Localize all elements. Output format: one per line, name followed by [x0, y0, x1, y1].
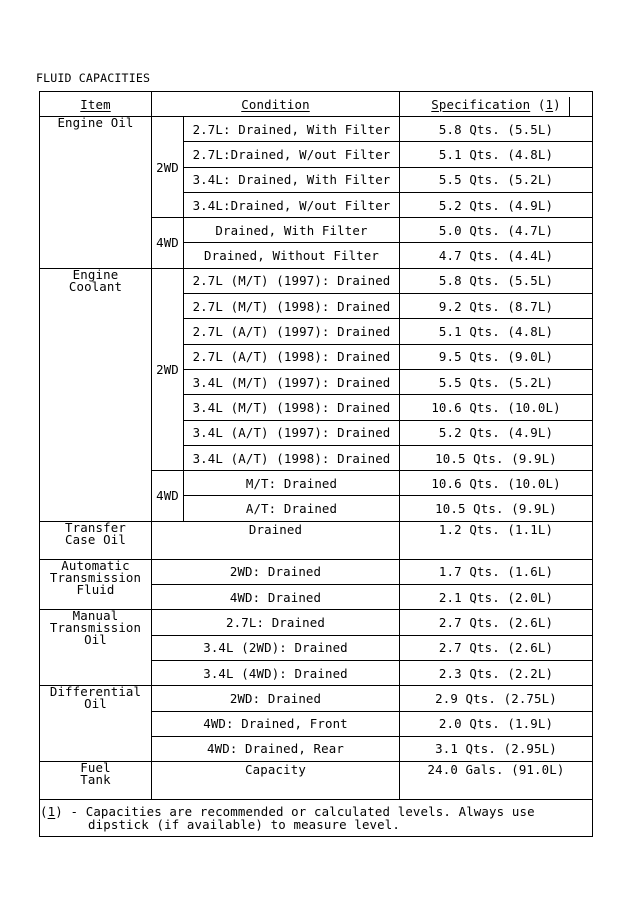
drive-4wd: 4WD — [152, 218, 184, 269]
spec-cell: 2.3 Qts. (2.2L) — [400, 660, 593, 685]
spec-cell: 9.5 Qts. (9.0L) — [400, 344, 593, 369]
condition-cell: 2.7L (M/T) (1997): Drained — [184, 268, 400, 293]
spec-cell: 10.6 Qts. (10.0L) — [400, 471, 593, 496]
item-differential-oil: Differential Oil — [40, 686, 152, 762]
table-row — [40, 762, 593, 800]
drive-4wd: 4WD — [152, 471, 184, 522]
spec-cell: 5.2 Qts. (4.9L) — [400, 420, 593, 445]
spec-cell: 5.5 Qts. (5.2L) — [400, 369, 593, 394]
item-fuel-tank: Fuel Tank — [40, 762, 152, 800]
spec-cell: 5.1 Qts. (4.8L) — [400, 319, 593, 344]
condition-cell: 4WD: Drained, Front — [152, 711, 400, 736]
footnote-marker: 1 — [47, 804, 56, 820]
item-engine-coolant: Engine Coolant — [40, 268, 152, 521]
item-manual-transmission-oil: Manual Transmission Oil — [40, 610, 152, 686]
drive-2wd: 2WD — [152, 117, 184, 218]
condition-cell: 2.7L:Drained, W/out Filter — [184, 142, 400, 167]
spec-cell: 2.9 Qts. (2.75L) — [400, 686, 593, 711]
spec-cell: 9.2 Qts. (8.7L) — [400, 294, 593, 319]
condition-cell: 2.7L (M/T) (1998): Drained — [184, 294, 400, 319]
spec-cell: 5.8 Qts. (5.5L) — [400, 117, 593, 142]
spec-cell: 10.6 Qts. (10.0L) — [400, 395, 593, 420]
condition-cell: 2WD: Drained — [152, 559, 400, 584]
table-header-row — [40, 92, 593, 117]
header-item: Item — [40, 92, 152, 117]
condition-cell: 2WD: Drained — [152, 686, 400, 711]
condition-cell: 3.4L (4WD): Drained — [152, 660, 400, 685]
footnote-text-line-1: - Capacities are recommended or calculated levels. Always use — [62, 804, 535, 820]
footnote-row — [40, 800, 593, 837]
spec-cell: 10.5 Qts. (9.9L) — [400, 445, 593, 470]
fluid-capacities-table — [39, 91, 593, 837]
spec-cell: 1.2 Qts. (1.1L) — [400, 521, 593, 559]
condition-cell: M/T: Drained — [184, 471, 400, 496]
condition-cell: 3.4L:Drained, W/out Filter — [184, 192, 400, 217]
document-title: FLUID CAPACITIES — [36, 71, 151, 85]
condition-cell: Capacity — [152, 762, 400, 800]
condition-cell: 2.7L: Drained — [152, 610, 400, 635]
table-row — [40, 521, 593, 559]
header-condition: Condition — [152, 92, 400, 117]
condition-cell: 3.4L: Drained, With Filter — [184, 167, 400, 192]
footnote-ref-link[interactable]: 1 — [545, 96, 554, 112]
spec-cell: 24.0 Gals. (91.0L) — [400, 762, 593, 800]
spec-cell: 10.5 Qts. (9.9L) — [400, 496, 593, 521]
condition-cell: 4WD: Drained — [152, 585, 400, 610]
drive-2wd: 2WD — [152, 268, 184, 470]
condition-cell: 2.7L (A/T) (1997): Drained — [184, 319, 400, 344]
spec-cell: 2.7 Qts. (2.6L) — [400, 635, 593, 660]
condition-cell: 3.4L (M/T) (1998): Drained — [184, 395, 400, 420]
item-automatic-transmission-fluid: Automatic Transmission Fluid — [40, 559, 152, 610]
spec-cell: 2.1 Qts. (2.0L) — [400, 585, 593, 610]
table-row — [40, 559, 593, 584]
spec-cell: 4.7 Qts. (4.4L) — [400, 243, 593, 268]
condition-cell: Drained, With Filter — [184, 218, 400, 243]
spec-cell: 5.5 Qts. (5.2L) — [400, 167, 593, 192]
condition-cell: A/T: Drained — [184, 496, 400, 521]
table-row — [40, 610, 593, 635]
header-specification: Specification (1) — [400, 92, 593, 117]
condition-cell: 3.4L (A/T) (1998): Drained — [184, 445, 400, 470]
condition-cell: 3.4L (A/T) (1997): Drained — [184, 420, 400, 445]
item-engine-oil: Engine Oil — [40, 117, 152, 269]
spec-cell: 5.2 Qts. (4.9L) — [400, 192, 593, 217]
spec-cell: 1.7 Qts. (1.6L) — [400, 559, 593, 584]
table-row — [40, 686, 593, 711]
table-row — [40, 268, 593, 293]
footnote: (1) - Capacities are recommended or calculated levels. Always use dipstick (if available) to measure level. — [40, 800, 593, 837]
spec-cell: 2.0 Qts. (1.9L) — [400, 711, 593, 736]
condition-cell: 3.4L (M/T) (1997): Drained — [184, 369, 400, 394]
condition-cell: 2.7L: Drained, With Filter — [184, 117, 400, 142]
condition-cell: Drained — [152, 521, 400, 559]
spec-cell: 5.0 Qts. (4.7L) — [400, 218, 593, 243]
footnote-text-line-2: dipstick (if available) to measure level. — [88, 817, 401, 833]
condition-cell: 2.7L (A/T) (1998): Drained — [184, 344, 400, 369]
condition-cell: 4WD: Drained, Rear — [152, 736, 400, 761]
item-transfer-case-oil: Transfer Case Oil — [40, 521, 152, 559]
condition-cell: Drained, Without Filter — [184, 243, 400, 268]
condition-cell: 3.4L (2WD): Drained — [152, 635, 400, 660]
spec-cell: 3.1 Qts. (2.95L) — [400, 736, 593, 761]
table-row — [40, 117, 593, 142]
spec-cell: 5.1 Qts. (4.8L) — [400, 142, 593, 167]
spec-cell: 2.7 Qts. (2.6L) — [400, 610, 593, 635]
spec-cell: 5.8 Qts. (5.5L) — [400, 268, 593, 293]
